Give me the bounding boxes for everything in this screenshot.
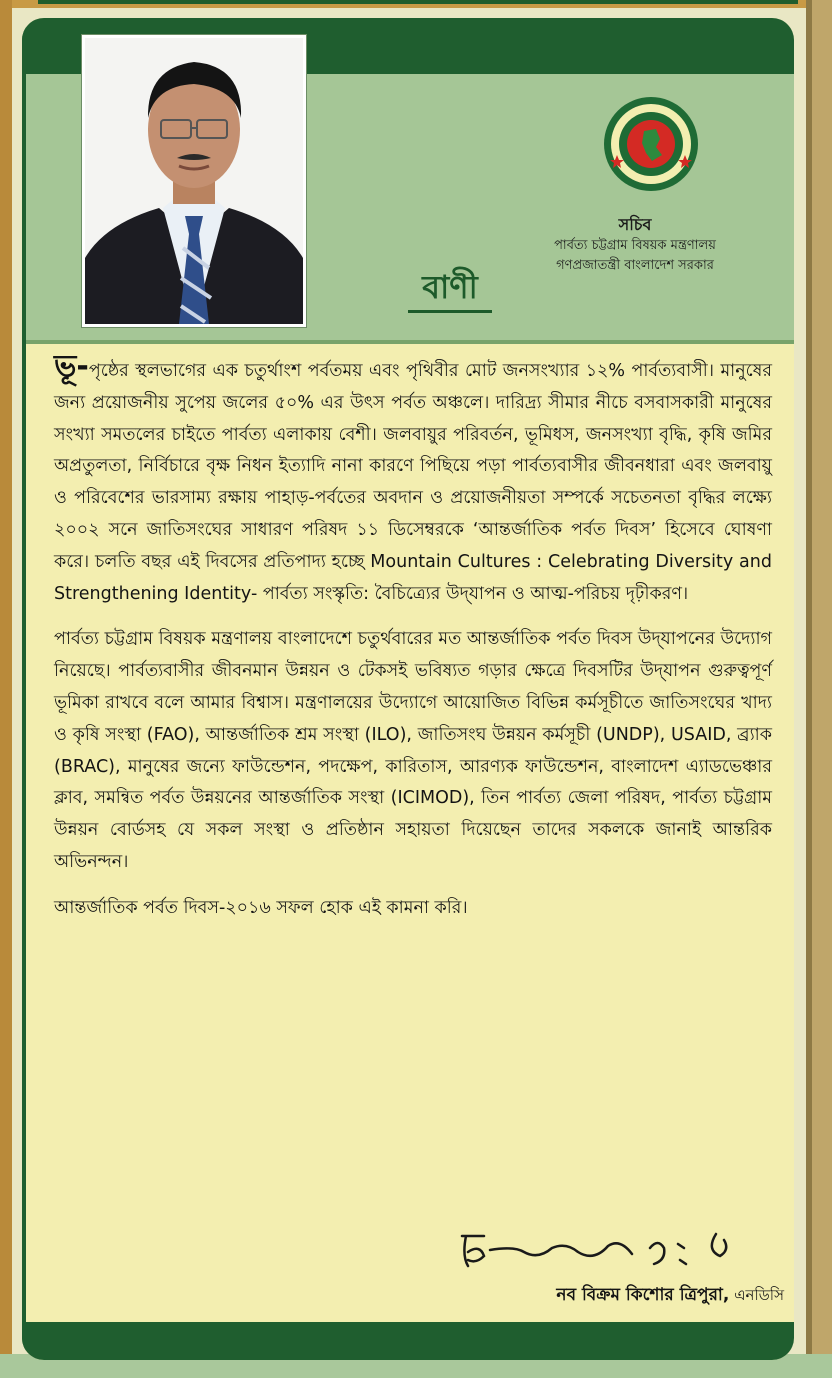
outer-border-right-inner bbox=[806, 0, 812, 1378]
signature-image bbox=[454, 1226, 754, 1276]
paragraph-3: আন্তর্জাতিক পর্বত দিবস-২০১৬ সফল হোক এই কামনা করি। bbox=[54, 897, 468, 918]
message-card bbox=[22, 18, 794, 1360]
bottom-band bbox=[22, 1322, 794, 1360]
designation-block bbox=[490, 214, 780, 276]
handwritten-signature bbox=[454, 1226, 754, 1276]
outer-border-right bbox=[812, 0, 832, 1378]
ministry-name: পার্বত্য চট্টগ্রাম বিষয়ক মন্ত্রণালয় bbox=[554, 238, 716, 253]
paragraph-2: পার্বত্য চট্টগ্রাম বিষয়ক মন্ত্রণালয় বাংলাদেশে চতুর্থবারের মত আন্তর্জাতিক পর্বত দিবস উদ্‌যাপনের উদ্যোগ নিয়েছে। পার্বত্যবাসীর জীবনমান উন্নয়ন ও টেকসই ভবিষ্যত গড়ার ক্ষেত্রে দিবসটির উদ্‌যাপন গুরুত্বপূর্ণ ভূমিকা রাখবে বলে আমার বিশ্বাস। মন্ত্রণালয়ের উদ্যোগে আয়োজিত বিভিন্ন কর্মসূচীতে জাতিসংঘের খাদ্য ও কৃষি সংস্থা (FAO), আন্তর্জাতিক শ্রম সংস্থা (ILO), জাতিসংঘ উন্নয়ন কর্মসূচী (UNDP), USAID, ব্র্যাক (BRAC), মানুষের জন্যে ফাউন্ডেশন, পদক্ষেপ, কারিতাস, আরণ্যক ফাউন্ডেশন, বাংলাদেশ এ্যাডভেঞ্চার ক্লাব, সমন্বিত পর্বত উন্নয়নের আন্তর্জাতিক সংস্থা (ICIMOD), তিন পার্বত্য জেলা পরিষদ, পার্বত্য চট্টগ্রাম উন্নয়ন বোর্ডসহ যে সকল সংস্থা ও প্রতিষ্ঠান সহায়তা দিয়েছেন তাদের সকলকে জানাই আন্তরিক অভিনন্দন। bbox=[54, 629, 772, 872]
outer-border-left bbox=[0, 0, 12, 1378]
message-body bbox=[54, 349, 772, 939]
outer-border-top-inner bbox=[38, 0, 798, 4]
designation-title: সচিব bbox=[618, 215, 652, 234]
secretary-portrait bbox=[82, 35, 306, 327]
signer-name-line bbox=[454, 1282, 784, 1310]
government-emblem bbox=[602, 95, 700, 193]
paragraph-1 bbox=[54, 349, 772, 610]
signer-title-suffix: এনডিসি bbox=[729, 1286, 784, 1304]
message-heading: বাণী bbox=[422, 268, 478, 306]
header-divider bbox=[22, 340, 794, 344]
card-left-edge bbox=[22, 18, 26, 1360]
heading-underline bbox=[408, 310, 492, 313]
government-name: গণপ্রজাতন্ত্রী বাংলাদেশ সরকার bbox=[556, 258, 714, 273]
paragraph-1-text: পৃষ্ঠের স্থলভাগের এক চতুর্থাংশ পর্বতময় এবং পৃথিবীর মোট জনসংখ্যার ১২% পার্বত্যবাসী। মানুষের জন্য প্রয়োজনীয় সুপেয় জলের ৫০% এর উৎস পর্বত অঞ্চলে। দারিদ্র্য সীমার নীচে বসবাসকারী মানুষের সংখ্যা সমতলের চাইতে পার্বত্য এলাকায় বেশী। জলবায়ুর পরিবর্তন, ভূমিধস, জনসংখ্যা বৃদ্ধি, কৃষি জমির অপ্রতুলতা, নির্বিচারে বৃক্ষ নিধন ইত্যাদি নানা কারণে পিছিয়ে পড়া পার্বত্যবাসীর জীবনধারা এবং জলবায়ু ও পরিবেশের ভারসাম্য রক্ষায় পাহাড়-পর্বতের অবদান ও প্রয়োজনীয়তা সম্পর্কে সচেতনতা বৃদ্ধির লক্ষ্যে ২০০২ সনে জাতিসংঘের সাধারণ পরিষদ ১১ ডিসেম্বরকে ‘আন্তর্জাতিক পর্বত দিবস’ হিসেবে ঘোষণা করে। চলতি বছর এই দিবসের প্রতিপাদ্য হচ্ছে Mountain Cultures : Celebrating Diversity and Strengthening Identity- পার্বত্য সংস্কৃতি: বৈচিত্র্যের উদ্‌যাপন ও আত্ম-পরিচয় দৃঢ়ীকরণ। bbox=[54, 361, 772, 604]
signer-name: নব বিক্রম কিশোর ত্রিপুরা, bbox=[556, 1285, 730, 1305]
portrait-image bbox=[85, 38, 303, 324]
drop-cap: ভূ- bbox=[54, 349, 89, 384]
bangladesh-seal-icon bbox=[602, 95, 700, 193]
